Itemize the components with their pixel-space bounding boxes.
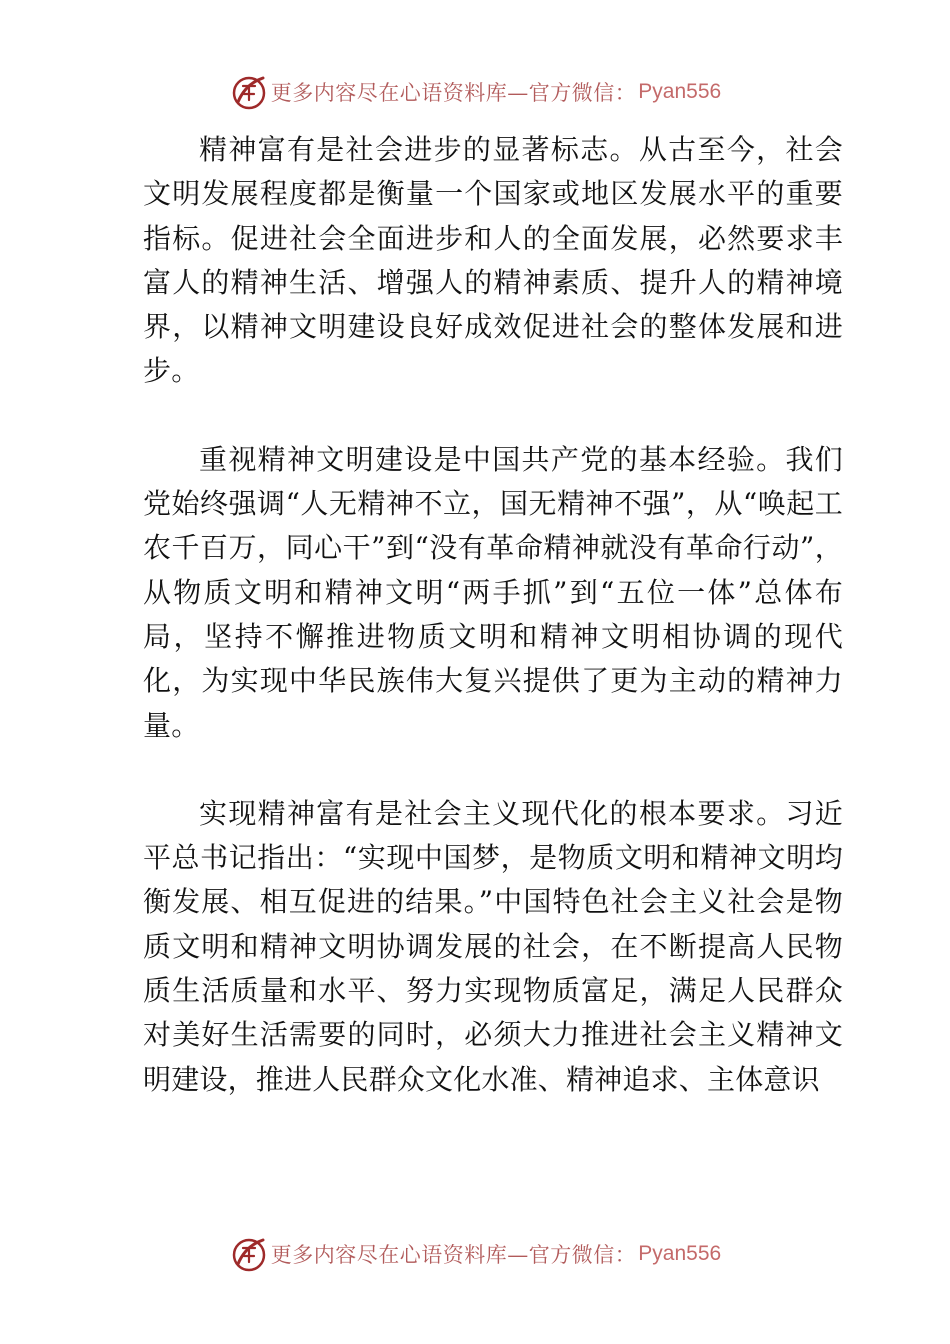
header-watermark: [0, 70, 950, 114]
watermark-wechat-id: Pyan556: [638, 80, 722, 103]
document-body: [143, 128, 843, 1146]
brand-logo-icon: [229, 1234, 269, 1274]
paragraph-2: 重视精神文明建设是中国共产党的基本经验。我们党始终强调“人无精神不立，国无精神不强”，从“唤起工农千百万，同心干”到“没有革命精神就没有革命行动”，从物质文明和精神文明“两手抓”到“五位一体”总体布局，坚持不懈推进物质文明和精神文明相协调的现代化，为实现中华民族伟大复兴提供了更为主动的精神力量。: [143, 442, 843, 742]
footer-watermark: [0, 1232, 950, 1276]
watermark-text: 更多内容尽在心语资料库—官方微信：: [270, 1243, 637, 1267]
paragraph-1: 精神富有是社会进步的显著标志。从古至今，社会文明发展程度都是衡量一个国家或地区发展水平的重要指标。促进社会全面进步和人的全面发展，必然要求丰富人的精神生活、增强人的精神素质、提升人的精神境界，以精神文明建设良好成效促进社会的整体发展和进步。: [143, 133, 843, 388]
watermark-text: 更多内容尽在心语资料库—官方微信：: [270, 81, 637, 105]
brand-logo-icon: [229, 72, 269, 112]
watermark-wechat-id: Pyan556: [638, 1242, 722, 1265]
paragraph-3: 实现精神富有是社会主义现代化的根本要求。习近平总书记指出：“实现中国梦，是物质文明和精神文明均衡发展、相互促进的结果。”中国特色社会主义社会是物质文明和精神文明协调发展的社会，在不断提高人民物质生活质量和水平、努力实现物质富足，满足人民群众对美好生活需要的同时，必须大力推进社会主义精神文明建设，推进人民群众文化水准、精神追求、主体意识: [143, 796, 843, 1096]
